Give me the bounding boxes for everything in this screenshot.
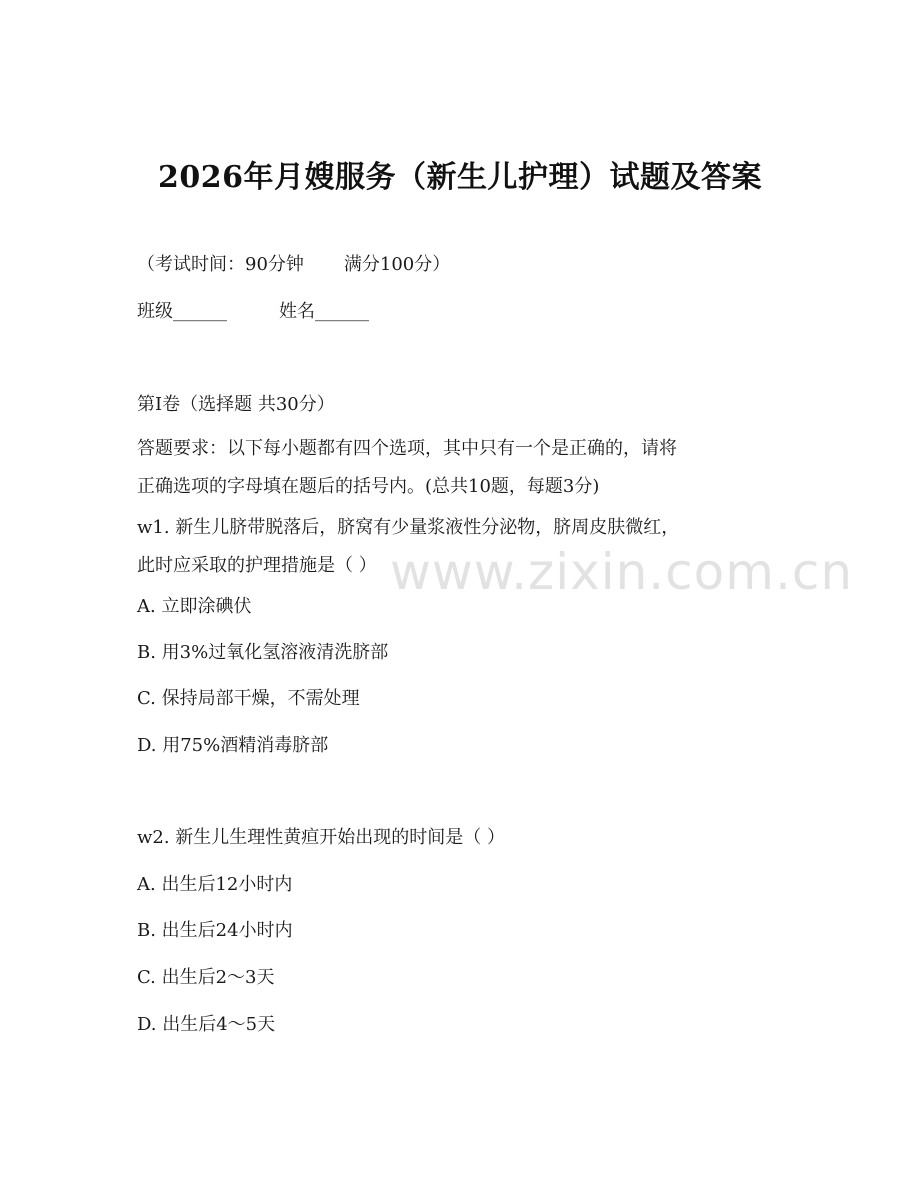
question-2-option-c: C. 出生后2～3天 — [137, 967, 275, 988]
exam-info — [137, 252, 450, 278]
question-1-stem — [137, 509, 787, 585]
name-field: 姓名______ — [279, 301, 369, 322]
question-2-option-d: D. 出生后4～5天 — [137, 1014, 276, 1035]
question-2-option-b: B. 出生后24小时内 — [137, 920, 293, 941]
page-title: 2026年月嫂服务（新生儿护理）试题及答案 — [158, 160, 762, 195]
section-heading: 第I卷（选择题 共30分） — [137, 394, 335, 415]
watermark: www.zixin.com.cn — [390, 543, 854, 601]
question-1-stem-line-2: 此时应采取的护理措施是（ ） — [137, 555, 377, 576]
question-1-stem-line-1: w1. 新生儿脐带脱落后，脐窝有少量浆液性分泌物，脐周皮肤微红， — [137, 517, 680, 538]
question-1-option-d: D. 用75%酒精消毒脐部 — [137, 735, 329, 756]
instructions-line-1: 答题要求：以下每小题都有四个选项，其中只有一个是正确的，请将 — [137, 438, 677, 459]
section-instructions — [137, 430, 787, 506]
question-1-option-a: A. 立即涂碘伏 — [137, 596, 252, 617]
class-field: 班级______ — [137, 301, 227, 322]
question-1-option-b: B. 用3%过氧化氢溶液清洗脐部 — [137, 642, 389, 663]
question-2-stem: w2. 新生儿生理性黄疸开始出现的时间是（ ） — [137, 827, 506, 848]
student-fields — [137, 299, 369, 325]
exam-score: 满分100分） — [343, 254, 451, 275]
question-2-option-a: A. 出生后12小时内 — [137, 874, 293, 895]
instructions-line-2: 正确选项的字母填在题后的括号内。(总共10题，每题3分) — [137, 476, 600, 497]
question-1-option-c: C. 保持局部干燥，不需处理 — [137, 688, 360, 709]
exam-time: （考试时间：90分钟 — [137, 254, 304, 275]
